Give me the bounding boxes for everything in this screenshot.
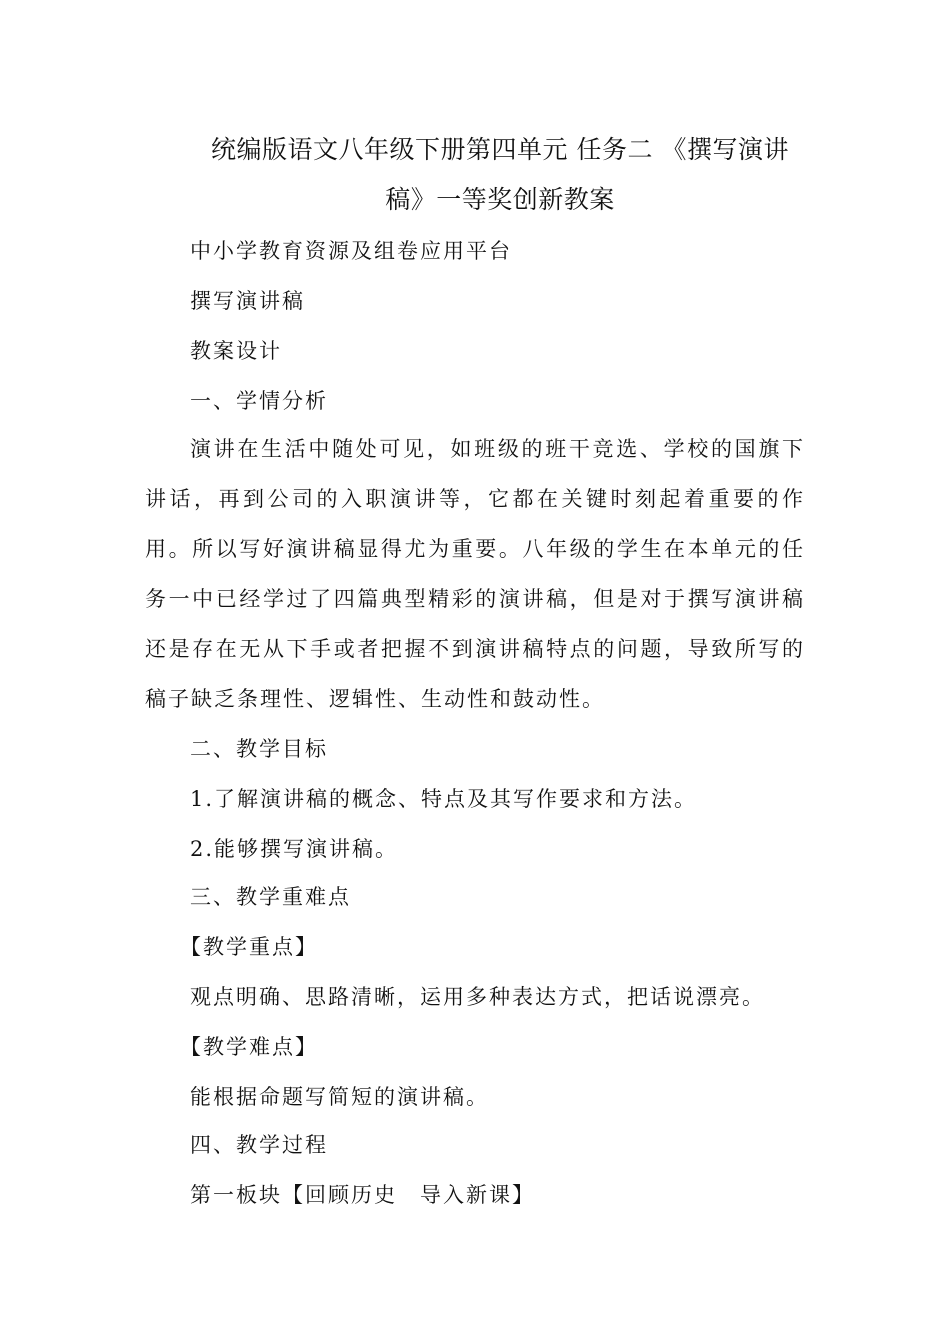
difficulty-label: 【教学难点】 [180, 1035, 318, 1059]
block-1-heading: 第一板块【回顾历史 导入新课】 [190, 1183, 535, 1207]
difficulty-text: 能根据命题写简短的演讲稿。 [190, 1085, 489, 1109]
key-point-label: 【教学重点】 [180, 935, 318, 959]
document-title-line-2: 稿》一等奖创新教案 [385, 185, 615, 214]
key-point-text: 观点明确、思路清晰，运用多种表达方式，把话说漂亮。 [190, 985, 765, 1009]
goal-1: 1.了解演讲稿的概念、特点及其写作要求和方法。 [190, 787, 698, 811]
design-heading: 教案设计 [190, 339, 282, 363]
goal-2: 2.能够撰写演讲稿。 [190, 837, 399, 861]
section-2-heading: 二、教学目标 [190, 737, 328, 761]
document-title-line-1: 统编版语文八年级下册第四单元 任务二 《撰写演讲 [211, 135, 789, 164]
subject-heading: 撰写演讲稿 [190, 289, 305, 313]
section-4-heading: 四、教学过程 [190, 1133, 328, 1157]
section-1-heading: 一、学情分析 [190, 389, 328, 413]
section-1-paragraph: 演讲在生活中随处可见，如班级的班干竞选、学校的国旗下讲话，再到公司的入职演讲等，它都在关键时刻起着重要的作用。所以写好演讲稿显得尤为重要。八年级的学生在本单元的任务一中已经学过了四篇典型精彩的演讲稿，但是对于撰写演讲稿还是存在无从下手或者把握不到演讲稿特点的问题，导致所写的稿子缺乏条理性、逻辑性、生动性和鼓动性。 [145, 437, 805, 711]
platform-name: 中小学教育资源及组卷应用平台 [190, 239, 512, 263]
section-3-heading: 三、教学重难点 [190, 885, 351, 909]
